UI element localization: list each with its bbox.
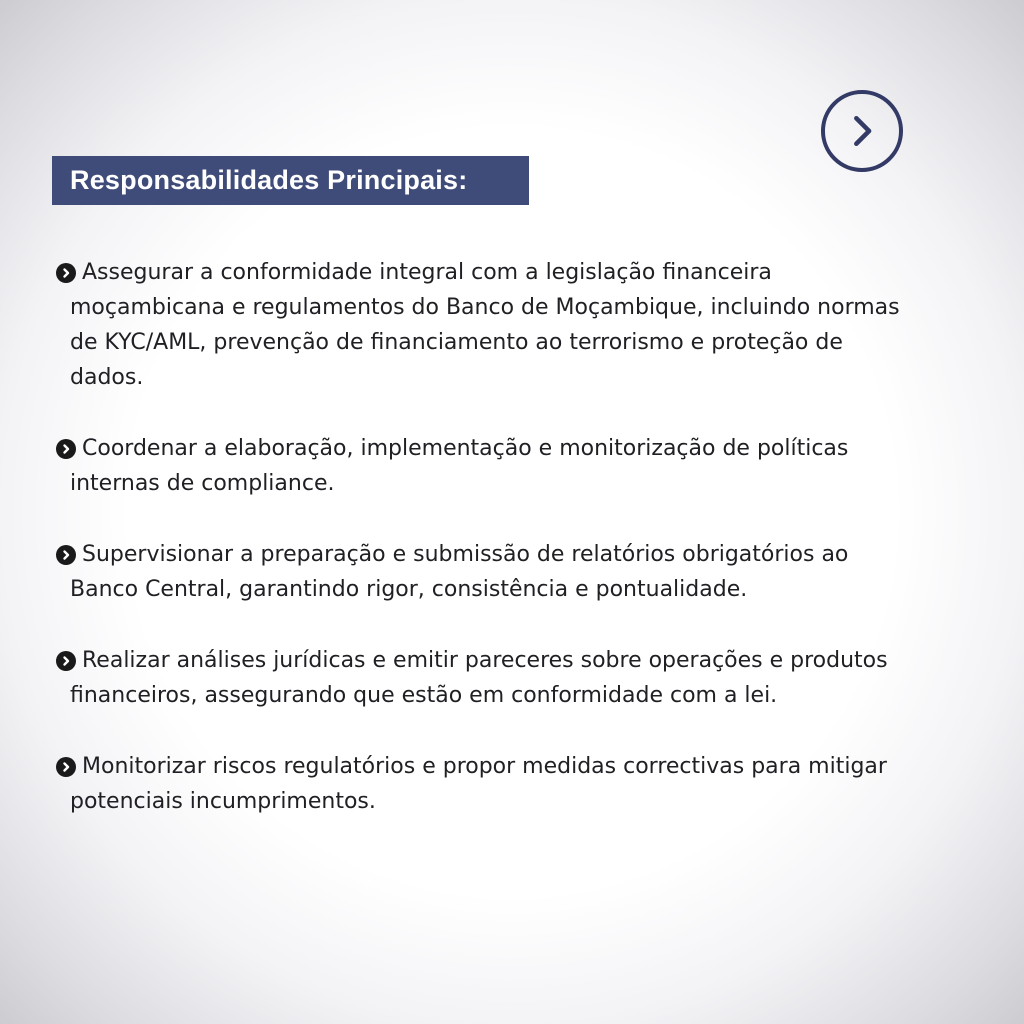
list-item bbox=[56, 255, 916, 395]
chevron-right-circle-icon bbox=[56, 651, 76, 671]
list-item-text: Supervisionar a preparação e submissão de relatórios obrigatórios ao Banco Central, garantindo rigor, consistência e pontualidade. bbox=[70, 542, 849, 602]
responsibilities-list bbox=[56, 255, 916, 855]
list-item bbox=[56, 537, 916, 607]
list-item-text: Monitorizar riscos regulatórios e propor medidas correctivas para mitigar potenciais incumprimentos. bbox=[70, 754, 887, 814]
chevron-right-circle-icon bbox=[56, 545, 76, 565]
chevron-right-circle-icon bbox=[56, 757, 76, 777]
list-item bbox=[56, 431, 916, 501]
chevron-right-circle-icon bbox=[56, 263, 76, 283]
list-item bbox=[56, 749, 916, 819]
list-item-text: Assegurar a conformidade integral com a legislação financeira moçambicana e regulamentos do Banco de Moçambique, incluindo normas de KYC/AML, prevenção de financiamento ao terrorismo e proteção de dados. bbox=[70, 260, 900, 390]
chevron-right-icon bbox=[845, 114, 879, 148]
page-title: Responsabilidades Principais: bbox=[70, 165, 468, 195]
next-slide-button[interactable] bbox=[821, 90, 903, 172]
chevron-right-circle-icon bbox=[56, 439, 76, 459]
list-item bbox=[56, 643, 916, 713]
section-heading bbox=[52, 156, 529, 205]
list-item-text: Coordenar a elaboração, implementação e monitorização de políticas internas de compliance. bbox=[70, 436, 849, 496]
list-item-text: Realizar análises jurídicas e emitir pareceres sobre operações e produtos financeiros, assegurando que estão em conformidade com a lei. bbox=[70, 648, 888, 708]
